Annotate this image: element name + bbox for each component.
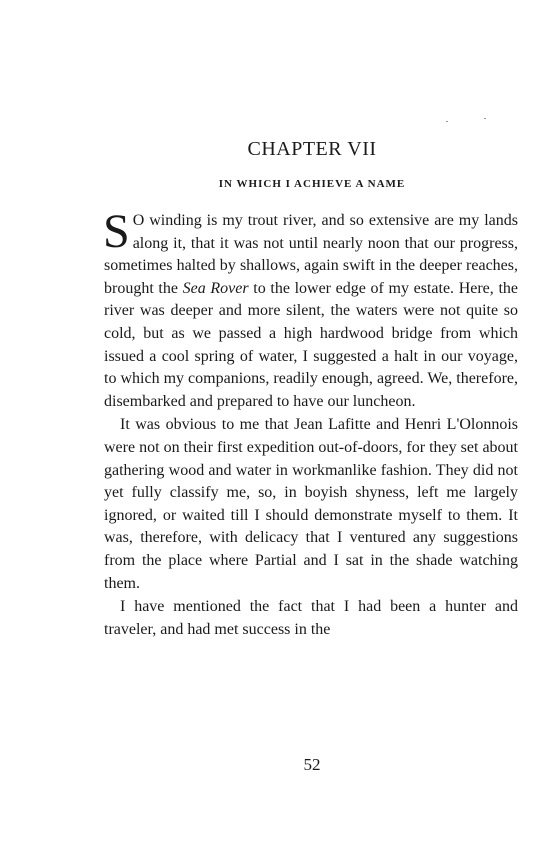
paragraph-2: It was obvious to me that Jean Lafitte and Henri L'Olonnois were not on their first expedition out-of-doors, for they set about gathering wood and water in workmanlike fashion. They did not yet fully classify me, so, in boyish shyness, left me largely ignored, or waited till I should demonstrate myself to them. It was, therefore, with delicacy that I ventured any suggestions from the place where Partial and I sat in the shade watching them. bbox=[104, 416, 518, 592]
page-speck bbox=[484, 118, 486, 119]
paragraph-1-text-end: to the lower edge of my estate. Here, the river was deeper and more silent, the waters were not quite so cold, but as we passed a high hardwood bridge from which issued a cool spring of water, I suggested a halt in our voyage, to which my companions, readily enough, agreed. We, therefore, disembarked and prepared to have our luncheon. bbox=[104, 279, 518, 410]
paragraph-1-text-start: O winding is my trout river, and so extensive are my lands along it, that it was not until nearly noon that our progress, sometimes halted by shallows, again swift in the deeper reaches, brought the bbox=[104, 212, 518, 297]
paragraph-1 bbox=[103, 205, 518, 413]
drop-cap: S bbox=[103, 205, 130, 258]
page-number: 52 bbox=[303, 755, 321, 774]
body-text bbox=[103, 205, 518, 641]
chapter-subtitle: IN WHICH I ACHIEVE A NAME bbox=[218, 178, 406, 190]
ship-name: Sea Rover bbox=[182, 279, 249, 297]
page-speck bbox=[446, 121, 448, 122]
chapter-heading: CHAPTER VII bbox=[247, 138, 377, 160]
paragraph-3: I have mentioned the fact that I had been a hunter and traveler, and had met success in the bbox=[104, 598, 518, 638]
